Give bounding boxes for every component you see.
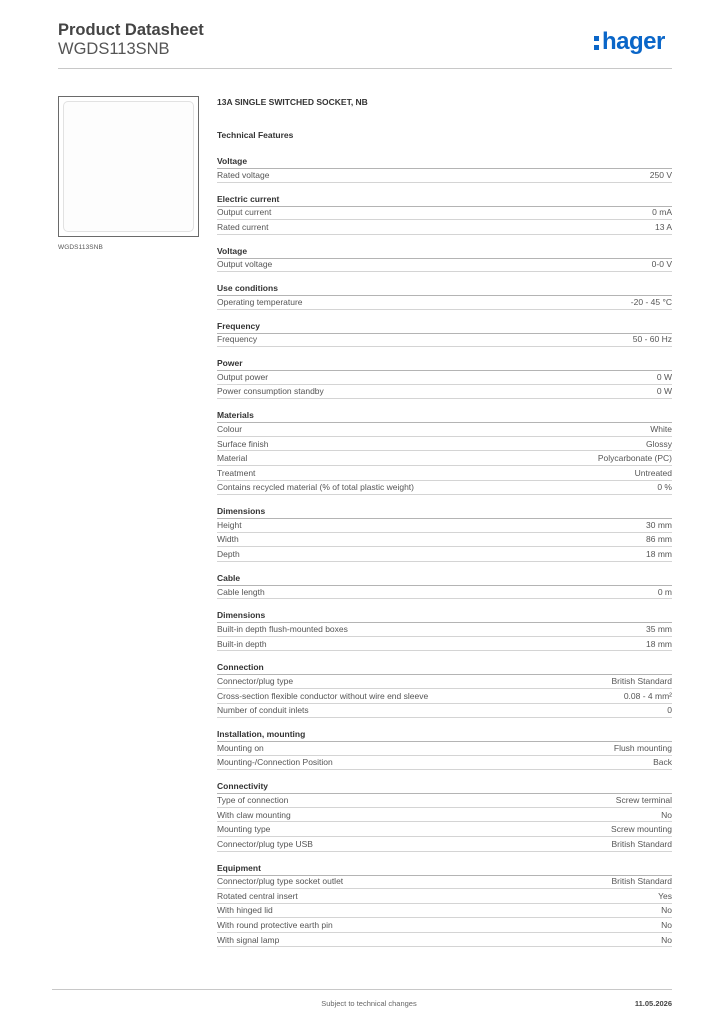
spec-row	[217, 637, 672, 652]
spec-row	[217, 793, 672, 808]
spec-value: 0 W	[656, 386, 672, 397]
spec-label: Built-in depth flush-mounted boxes	[217, 624, 348, 635]
spec-label: Number of conduit inlets	[217, 705, 309, 716]
spec-value: 0.08 - 4 mm²	[623, 690, 672, 701]
spec-label: With claw mounting	[217, 809, 291, 820]
spec-value: No	[661, 809, 672, 820]
spec-label: Built-in depth	[217, 638, 267, 649]
product-image-caption: WGDS113SNB	[58, 244, 103, 251]
spec-value: 30 mm	[646, 519, 672, 530]
spec-label: Cross-section flexible conductor without wire end sleeve	[217, 690, 429, 701]
spec-value: British Standard	[611, 876, 672, 887]
spec-label: Connector/plug type	[217, 676, 294, 687]
spec-value: 0	[667, 705, 672, 716]
spec-label: With round protective earth pin	[217, 920, 333, 931]
brand-logo	[594, 29, 665, 55]
spec-label: Power consumption standby	[217, 386, 324, 397]
spec-label: Connector/plug type socket outlet	[217, 876, 344, 887]
group-title: Frequency	[217, 320, 672, 334]
spec-row	[217, 756, 672, 771]
group-title: Power	[217, 357, 672, 371]
spec-label: Rated current	[217, 221, 269, 232]
spec-row	[217, 258, 672, 273]
spec-row	[217, 206, 672, 221]
group-title: Equipment	[217, 862, 672, 876]
spec-label: Treatment	[217, 467, 256, 478]
spec-label: Surface finish	[217, 438, 269, 449]
spec-row	[217, 704, 672, 719]
spec-value: No	[661, 905, 672, 916]
page-title: Product Datasheet	[58, 21, 204, 39]
spec-value: No	[661, 920, 672, 931]
spec-value: Screw mounting	[611, 824, 672, 835]
spec-value: 0 W	[656, 371, 672, 382]
spec-row	[217, 918, 672, 933]
spec-row	[217, 674, 672, 689]
spec-label: With hinged lid	[217, 905, 273, 916]
spec-row	[217, 370, 672, 385]
spec-label: Frequency	[217, 334, 258, 345]
spec-value: Back	[653, 757, 672, 768]
spec-value: Yes	[658, 890, 672, 901]
spec-value: 18 mm	[646, 549, 672, 560]
spec-label: Colour	[217, 423, 243, 434]
spec-label: Operating temperature	[217, 296, 303, 307]
spec-row	[217, 889, 672, 904]
spec-row	[217, 689, 672, 704]
spec-label: Mounting type	[217, 824, 271, 835]
footer-note: Subject to technical changes	[321, 999, 417, 1008]
spec-row	[217, 547, 672, 562]
spec-value: Glossy	[646, 438, 672, 449]
spec-row	[217, 808, 672, 823]
spec-value: British Standard	[611, 676, 672, 687]
socket-plate-image	[63, 101, 194, 232]
brand-name: hager	[602, 28, 665, 55]
spec-row	[217, 333, 672, 348]
product-code: WGDS113SNB	[58, 40, 170, 58]
spec-row	[217, 837, 672, 852]
spec-value: 86 mm	[646, 534, 672, 545]
spec-value: 50 - 60 Hz	[632, 334, 672, 345]
spec-label: Mounting on	[217, 742, 264, 753]
spec-value: White	[650, 423, 672, 434]
group-title: Dimensions	[217, 505, 672, 519]
spec-row	[217, 220, 672, 235]
group-title: Connection	[217, 661, 672, 675]
spec-value: 250 V	[649, 169, 672, 180]
group-title: Dimensions	[217, 609, 672, 623]
spec-row	[217, 422, 672, 437]
spec-value: 35 mm	[646, 624, 672, 635]
spec-row	[217, 622, 672, 637]
spec-label: Connector/plug type USB	[217, 838, 313, 849]
group-title: Connectivity	[217, 780, 672, 794]
group-title: Cable	[217, 572, 672, 586]
spec-row	[217, 875, 672, 890]
spec-value: 0 m	[657, 586, 672, 597]
group-title: Use conditions	[217, 282, 672, 296]
spec-value: British Standard	[611, 838, 672, 849]
spec-row	[217, 481, 672, 496]
spec-label: Contains recycled material (% of total plastic weight)	[217, 482, 414, 493]
spec-value: 0-0 V	[651, 259, 672, 270]
spec-row	[217, 933, 672, 948]
spec-value: -20 - 45 °C	[630, 296, 672, 307]
spec-label: Rated voltage	[217, 169, 270, 180]
spec-label: With signal lamp	[217, 934, 280, 945]
spec-row	[217, 437, 672, 452]
spec-value: No	[661, 934, 672, 945]
spec-row	[217, 904, 672, 919]
spec-row	[217, 451, 672, 466]
footer-divider	[52, 989, 672, 990]
logo-colon-icon	[594, 32, 600, 52]
spec-label: Width	[217, 534, 239, 545]
spec-label: Type of connection	[217, 794, 289, 805]
section-title: Technical Features	[217, 130, 294, 140]
spec-row	[217, 466, 672, 481]
header-divider	[58, 68, 672, 69]
spec-value: 0 mA	[652, 207, 672, 218]
spec-row	[217, 168, 672, 183]
spec-row	[217, 585, 672, 600]
group-title: Voltage	[217, 155, 672, 169]
spec-value: Untreated	[634, 467, 672, 478]
group-title: Installation, mounting	[217, 728, 672, 742]
product-image	[58, 96, 199, 237]
group-title: Electric current	[217, 193, 672, 207]
spec-row	[217, 533, 672, 548]
spec-label: Depth	[217, 549, 240, 560]
spec-row	[217, 295, 672, 310]
spec-value: 0 %	[657, 482, 672, 493]
spec-value: Polycarbonate (PC)	[597, 453, 672, 464]
spec-value: 18 mm	[646, 638, 672, 649]
spec-label: Rotated central insert	[217, 890, 298, 901]
spec-label: Output voltage	[217, 259, 273, 270]
group-title: Materials	[217, 409, 672, 423]
spec-value: 13 A	[654, 221, 672, 232]
spec-label: Material	[217, 453, 248, 464]
spec-label: Mounting-/Connection Position	[217, 757, 333, 768]
footer-date: 11.05.2026	[634, 999, 672, 1008]
spec-row	[217, 385, 672, 400]
spec-row	[217, 518, 672, 533]
spec-label: Height	[217, 519, 242, 530]
spec-row	[217, 741, 672, 756]
spec-label: Output current	[217, 207, 272, 218]
product-description: 13A SINGLE SWITCHED SOCKET, NB	[217, 97, 368, 107]
spec-label: Cable length	[217, 586, 265, 597]
spec-value: Flush mounting	[613, 742, 672, 753]
spec-row	[217, 822, 672, 837]
group-title: Voltage	[217, 245, 672, 259]
spec-value: Screw terminal	[615, 794, 672, 805]
spec-label: Output power	[217, 371, 269, 382]
